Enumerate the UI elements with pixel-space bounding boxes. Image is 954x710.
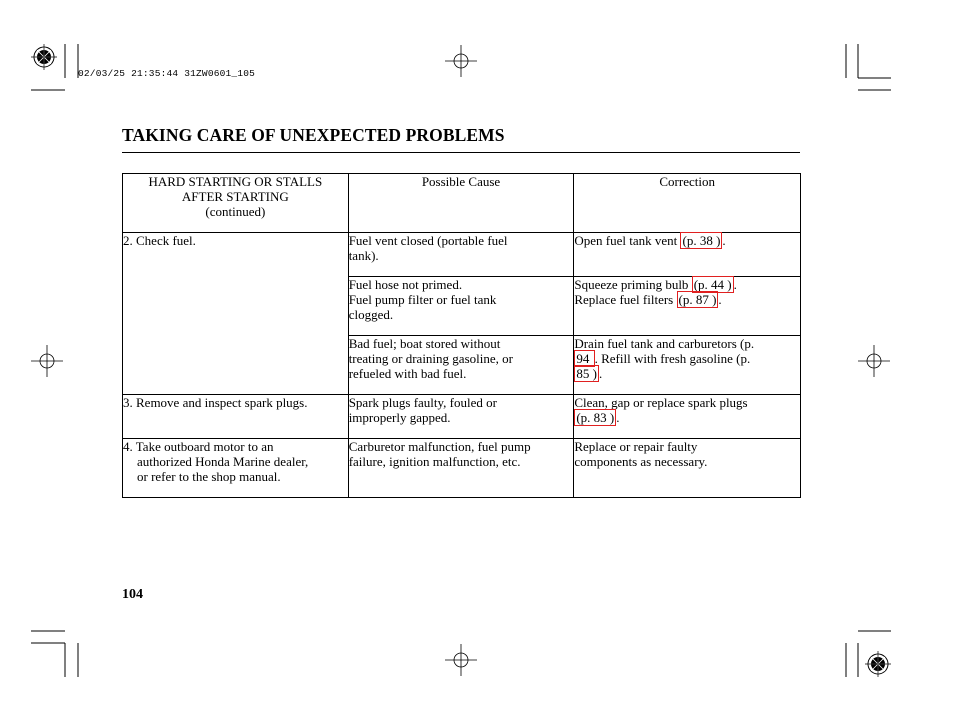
correction-cell: Drain fuel tank and carburetors (p. 94 . Refill with fresh gasoline (p. 85 ) . (574, 336, 801, 395)
correction-cell: Squeeze priming bulb (p. 44 ) . Replace fuel filters (p. 87 ) . (574, 277, 801, 336)
step-cell: 3. Remove and inspect spark plugs. (123, 395, 349, 439)
page-reference-link[interactable]: 94 (576, 351, 593, 366)
table-row (123, 233, 801, 277)
page-reference-link[interactable]: (p. 87 ) (678, 292, 717, 307)
crosshair-icon (445, 45, 477, 77)
cause-cell: Bad fuel; boat stored without treating or draining gasoline, or refueled with bad fuel. (348, 336, 574, 395)
page-number: 104 (122, 587, 143, 602)
step-cell: 4. Take outboard motor to an authorized Honda Marine dealer, or refer to the shop manual. (123, 439, 349, 498)
page-reference-link[interactable]: 85 ) (576, 366, 597, 381)
section-title: TAKING CARE OF UNEXPECTED PROBLEMS (122, 125, 505, 145)
table-header-row (123, 174, 801, 233)
correction-header: Correction (574, 174, 801, 233)
correction-cell: Replace or repair faulty components as necessary. (574, 439, 801, 498)
step-cell: 2. Check fuel. (123, 233, 349, 395)
cause-cell: Fuel vent closed (portable fuel tank). (348, 233, 574, 277)
crosshair-icon (31, 345, 63, 377)
table-row (123, 439, 801, 498)
page-reference-link[interactable]: (p. 83 ) (576, 410, 615, 425)
title-divider (122, 152, 800, 153)
page-reference-link[interactable]: (p. 38 ) (682, 233, 721, 248)
cause-cell: Fuel hose not primed. Fuel pump filter or fuel tank clogged. (348, 277, 574, 336)
crosshair-icon (445, 644, 477, 676)
cause-cell: Spark plugs faulty, fouled or improperly gapped. (348, 395, 574, 439)
symptom-header: HARD STARTING OR STALLS AFTER STARTING (continued) (123, 174, 349, 233)
cause-cell: Carburetor malfunction, fuel pump failure, ignition malfunction, etc. (348, 439, 574, 498)
crosshair-icon (858, 345, 890, 377)
registration-target-icon (865, 651, 891, 677)
troubleshooting-table (122, 173, 801, 498)
page-reference-link[interactable]: (p. 44 ) (693, 277, 732, 292)
correction-cell: Clean, gap or replace spark plugs (p. 83 ) . (574, 395, 801, 439)
cause-header: Possible Cause (348, 174, 574, 233)
correction-cell: Open fuel tank vent (p. 38 ) . (574, 233, 801, 277)
table-row (123, 395, 801, 439)
registration-target-icon (31, 44, 57, 70)
print-stamp: 02/03/25 21:35:44 31ZW0601_105 (78, 68, 256, 79)
